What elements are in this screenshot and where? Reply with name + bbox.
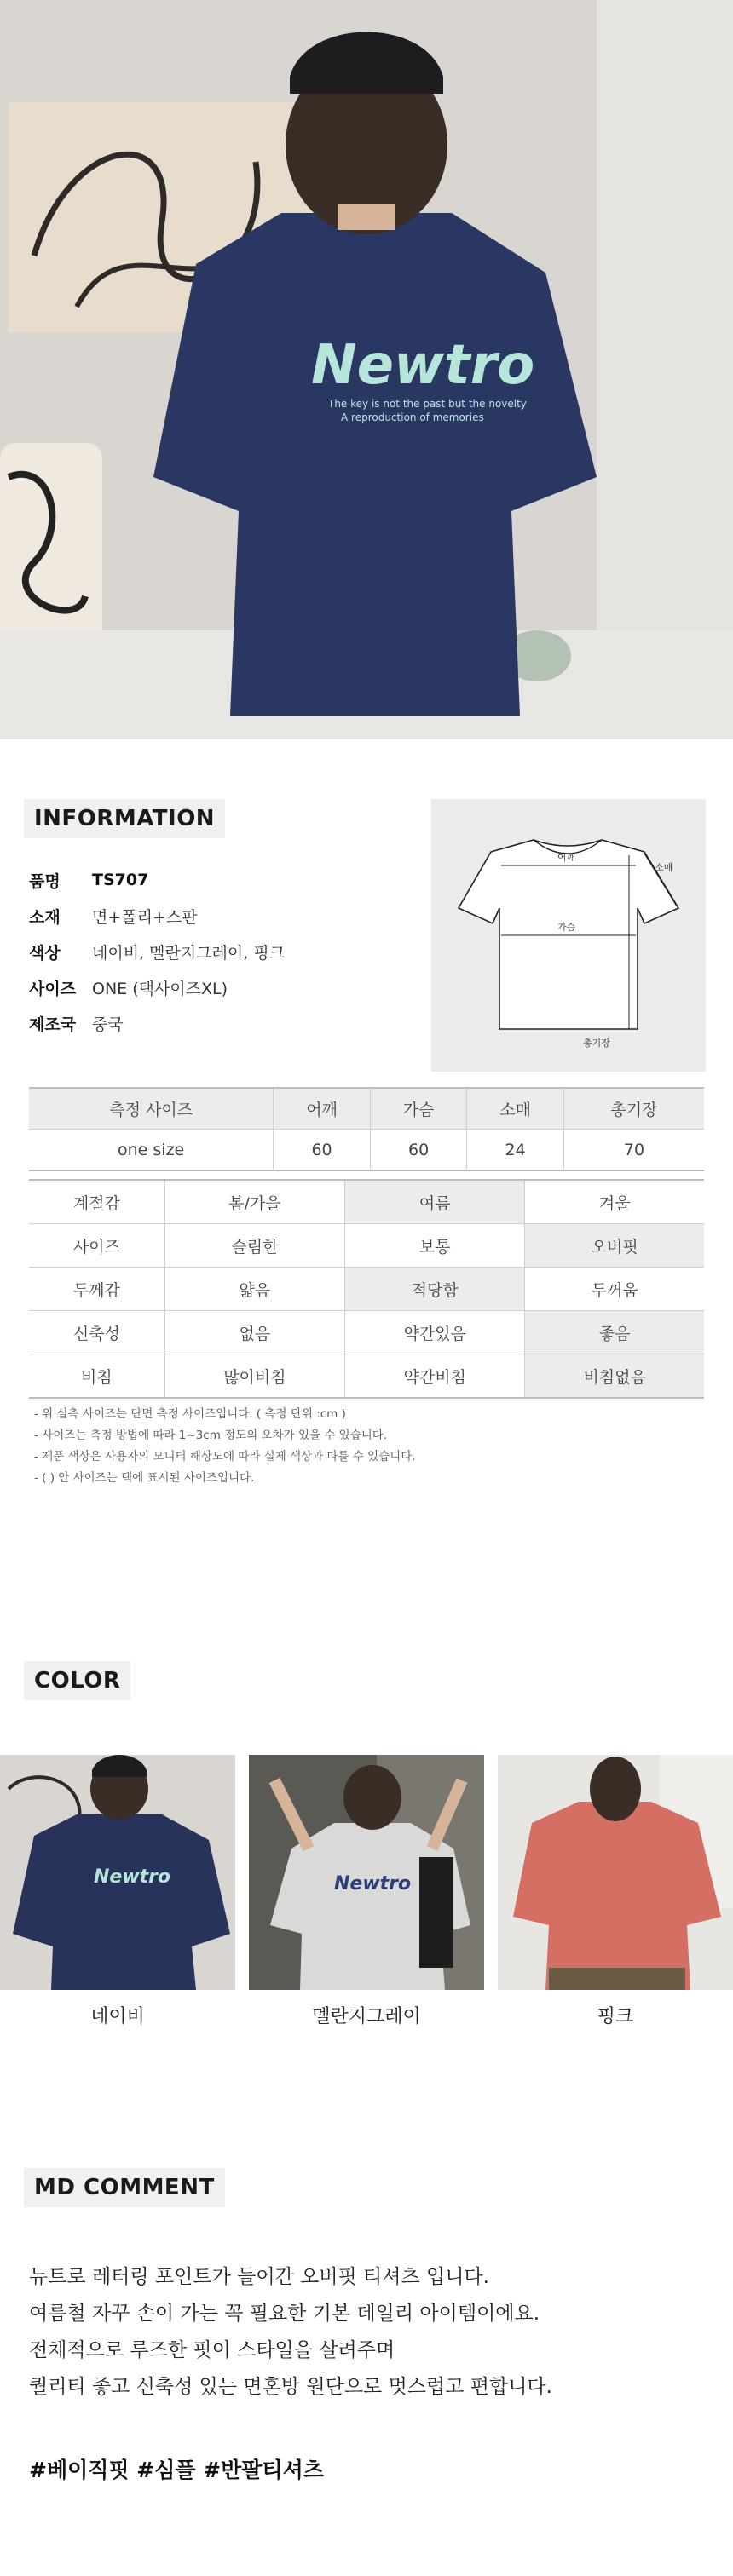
attr-option-selected: 오버핏 xyxy=(525,1224,704,1268)
attr-option: 겨울 xyxy=(525,1180,704,1224)
size-header-cell: 가슴 xyxy=(370,1088,467,1130)
info-row-product xyxy=(29,867,148,893)
color-photo-navy xyxy=(0,1755,235,1990)
info-key: 소재 xyxy=(29,907,61,927)
info-key: 사이즈 xyxy=(29,979,77,998)
info-row-origin xyxy=(29,1010,124,1036)
attr-option: 약간비침 xyxy=(345,1354,525,1399)
gray-graphic-text: Newtro xyxy=(334,1873,412,1895)
attr-option: 얇음 xyxy=(164,1268,344,1311)
size-table-header xyxy=(29,1088,704,1130)
attr-option-selected: 적당함 xyxy=(345,1268,525,1311)
note-line: - 위 실측 사이즈는 단면 측정 사이즈입니다. ( 측정 단위 :cm ) xyxy=(34,1407,346,1421)
color-label-gray: 멜란지그레이 xyxy=(312,2006,421,2027)
hero-graphic-sub2: A reproduction of memories xyxy=(341,411,484,423)
size-cell: 70 xyxy=(563,1130,704,1171)
diagram-sleeve-label: 소매 xyxy=(655,862,673,873)
info-value: 중국 xyxy=(92,1015,124,1034)
comment-line: 전체적으로 루즈한 핏이 스타일을 살려주며 xyxy=(29,2339,395,2361)
attr-option: 약간있음 xyxy=(345,1311,525,1354)
diagram-shoulder-label: 어깨 xyxy=(557,852,576,863)
table-row xyxy=(29,1224,704,1268)
size-cell: 60 xyxy=(274,1130,371,1171)
navy-graphic-text: Newtro xyxy=(94,1866,171,1888)
attr-option-selected: 여름 xyxy=(345,1180,525,1224)
md-comment-body xyxy=(29,2259,552,2406)
tshirt-diagram-icon xyxy=(431,799,706,1072)
attr-label: 신축성 xyxy=(29,1311,164,1354)
size-diagram xyxy=(431,799,706,1072)
attr-option: 없음 xyxy=(164,1311,344,1354)
size-notes xyxy=(34,1404,416,1489)
hero-graphic-sub1: The key is not the past but the novelty xyxy=(328,398,527,410)
diagram-chest-label: 가슴 xyxy=(557,922,576,933)
attr-option: 많이비침 xyxy=(164,1354,344,1399)
attr-option: 봄/가을 xyxy=(164,1180,344,1224)
hashtags: #베이직핏 #심플 #반팔티셔츠 xyxy=(29,2458,324,2482)
table-row xyxy=(29,1268,704,1311)
note-line: - 사이즈는 측정 방법에 따라 1~3cm 정도의 오차가 있을 수 있습니다. xyxy=(34,1429,388,1442)
color-photo-pink xyxy=(498,1755,733,1990)
info-value: 면+폴리+스판 xyxy=(92,907,198,927)
info-row-color xyxy=(29,939,285,964)
info-key: 색상 xyxy=(29,943,61,963)
comment-line: 뉴트로 레터링 포인트가 들어간 오버핏 티셔츠 입니다. xyxy=(29,2266,489,2288)
comment-line: 퀄리티 좋고 신축성 있는 면혼방 원단으로 멋스럽고 편합니다. xyxy=(29,2376,552,2398)
attr-label: 두께감 xyxy=(29,1268,164,1311)
info-value: TS707 xyxy=(92,871,149,889)
attribute-table xyxy=(29,1179,704,1399)
size-cell: 24 xyxy=(467,1130,564,1171)
size-header-cell: 측정 사이즈 xyxy=(29,1088,274,1130)
comment-line: 여름철 자꾸 손이 가는 꼭 필요한 기본 데일리 아이템이에요. xyxy=(29,2303,540,2325)
attr-label: 계절감 xyxy=(29,1180,164,1224)
hero-graphic-text: Newtro xyxy=(311,334,535,397)
attr-option-selected: 비침없음 xyxy=(525,1354,704,1399)
info-key: 제조국 xyxy=(29,1015,77,1034)
attr-label: 사이즈 xyxy=(29,1224,164,1268)
info-value: ONE (택사이즈XL) xyxy=(92,979,228,998)
pink-shirt-illustration xyxy=(498,1755,733,1990)
note-line: - ( ) 안 사이즈는 택에 표시된 사이즈입니다. xyxy=(34,1471,255,1485)
attr-option: 보통 xyxy=(345,1224,525,1268)
attr-label: 비침 xyxy=(29,1354,164,1399)
table-row xyxy=(29,1354,704,1399)
attr-option-selected: 좋음 xyxy=(525,1311,704,1354)
gray-shirt-illustration xyxy=(249,1755,484,1990)
size-header-cell: 소매 xyxy=(467,1088,564,1130)
size-header-cell: 어깨 xyxy=(274,1088,371,1130)
diagram-length-label: 총기장 xyxy=(583,1038,610,1049)
size-cell: one size xyxy=(29,1130,274,1171)
navy-shirt-illustration xyxy=(0,1755,235,1990)
table-row xyxy=(29,1180,704,1224)
color-label-navy: 네이비 xyxy=(90,2006,145,2027)
size-header-cell: 총기장 xyxy=(563,1088,704,1130)
color-title: COLOR xyxy=(24,1661,130,1700)
md-comment-title: MD COMMENT xyxy=(24,2168,225,2207)
hero-photo xyxy=(0,0,733,739)
info-row-size xyxy=(29,975,228,1000)
attr-option: 슬림한 xyxy=(164,1224,344,1268)
table-row xyxy=(29,1311,704,1354)
information-title: INFORMATION xyxy=(24,799,225,838)
size-cell: 60 xyxy=(370,1130,467,1171)
color-label-pink: 핑크 xyxy=(597,2006,634,2027)
color-photo-gray xyxy=(249,1755,484,1990)
note-line: - 제품 색상은 사용자의 모니터 해상도에 따라 실제 색상과 다를 수 있습니다. xyxy=(34,1450,416,1463)
info-value: 네이비, 멜란지그레이, 핑크 xyxy=(92,943,286,963)
size-table xyxy=(29,1087,704,1171)
attr-option: 두꺼움 xyxy=(525,1268,704,1311)
hero-illustration xyxy=(0,0,733,739)
info-row-material xyxy=(29,903,198,929)
info-key: 품명 xyxy=(29,871,61,891)
table-row xyxy=(29,1130,704,1171)
